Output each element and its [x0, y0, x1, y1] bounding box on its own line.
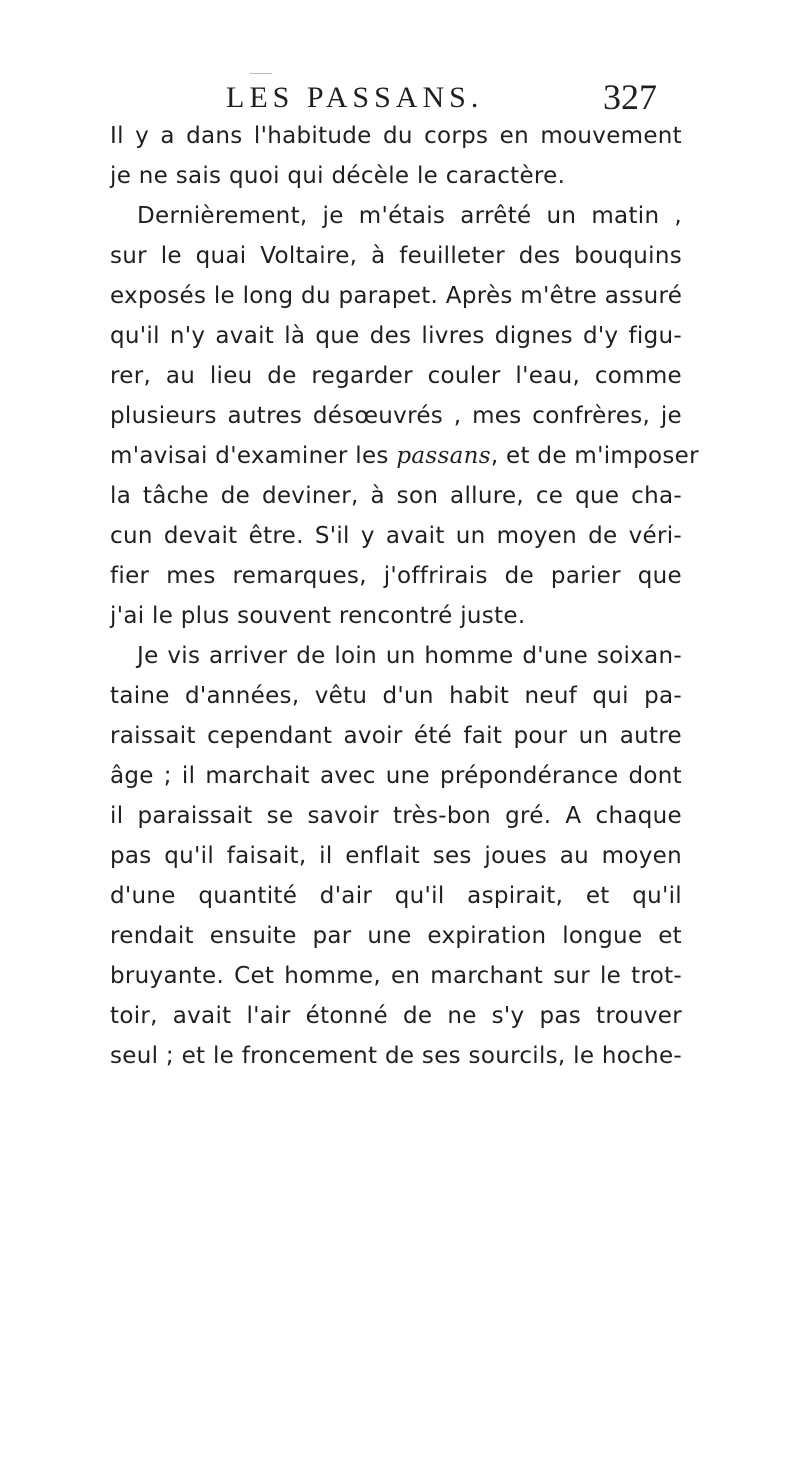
text-line: plusieurs autres désœuvrés , mes confrères, je — [110, 403, 682, 429]
text-line: âge ; il marchait avec une prépondérance dont — [110, 763, 682, 789]
text-line: Dernièrement, je m'étais arrêté un matin , — [137, 203, 682, 229]
text-line: raissait cependant avoir été fait pour un autre — [110, 723, 682, 749]
text-line: toir, avait l'air étonné de ne s'y pas trouver — [110, 1003, 682, 1029]
text-line: seul ; et le froncement de ses sourcils, le hoche- — [110, 1043, 683, 1069]
text-line: qu'il n'y avait là que des livres dignes d'y figu- — [110, 323, 682, 349]
text-line: je ne sais quoi qui décèle le caractère. — [110, 163, 566, 189]
text-line: rendait ensuite par une expiration longue et — [110, 923, 682, 949]
text-line: rer, au lieu de regarder couler l'eau, comme — [110, 363, 682, 389]
text-line: j'ai le plus souvent rencontré juste. — [110, 603, 526, 629]
italic-word: passans — [396, 443, 491, 469]
header-rule — [250, 73, 272, 74]
text-line: il paraissait se savoir très-bon gré. A chaque — [110, 803, 682, 829]
text-line: Il y a dans l'habitude du corps en mouvement — [110, 123, 682, 149]
text-line: la tâche de deviner, à son allure, ce que cha- — [110, 483, 682, 509]
text-line: sur le quai Voltaire, à feuilleter des bouquins — [110, 243, 682, 269]
body-text — [110, 116, 699, 1076]
text-line: Je vis arriver de loin un homme d'une soixan- — [137, 643, 682, 669]
running-title: LES PASSANS. — [226, 81, 484, 114]
text-line: pas qu'il faisait, il enflait ses joues au moyen — [110, 843, 682, 869]
text-line: d'une quantité d'air qu'il aspirait, et qu'il — [110, 883, 682, 909]
text-line: exposés le long du parapet. Après m'être assuré — [110, 283, 683, 309]
text-fragment: , et de m'imposer — [490, 443, 699, 469]
page-number: 327 — [603, 77, 657, 117]
text-line-with-italic — [110, 436, 699, 476]
text-line: bruyante. Cet homme, en marchant sur le trot- — [110, 963, 682, 989]
text-line: cun devait être. S'il y avait un moyen de véri- — [110, 523, 682, 549]
text-line: fier mes remarques, j'offrirais de parier que — [110, 563, 682, 589]
text-line: taine d'années, vêtu d'un habit neuf qui pa- — [110, 683, 682, 709]
text-fragment: m'avisai d'examiner — [110, 443, 348, 469]
text-fragment: les — [355, 443, 389, 469]
